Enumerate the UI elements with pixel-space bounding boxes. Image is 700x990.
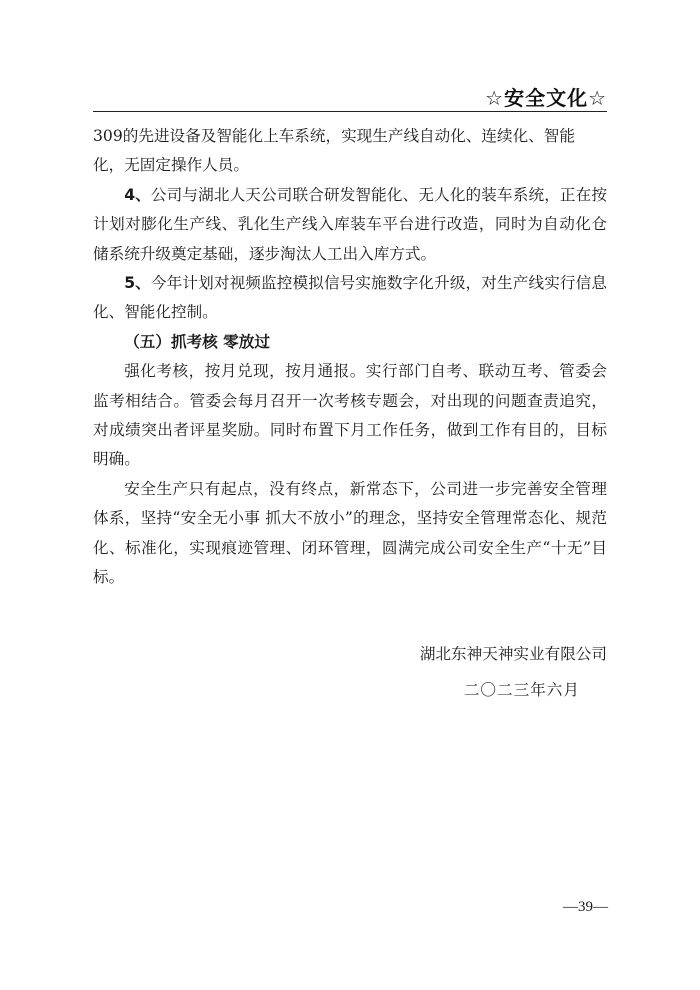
paragraph-1-line-2: 化，无固定操作人员。 — [93, 156, 249, 175]
item-4-number: 4、 — [124, 185, 151, 204]
signature-date: 二〇二三年六月 — [463, 681, 580, 699]
paragraph-item-4 — [93, 181, 607, 269]
item-4-text: 公司与湖北人天公司联合研发智能化、无人化的装车系统，正在按计划对膨化生产线、乳化生产线入库装车平台进行改造，同时为自动化仓储系统升级奠定基础，逐步淘汰人工出入库方式。 — [93, 185, 607, 263]
paragraph-item-5 — [93, 269, 607, 328]
item-5-text: 今年计划对视频监控模拟信号实施数字化升级，对生产线实行信息化、智能化控制。 — [93, 274, 607, 322]
signature-company: 湖北东神天神实业有限公司 — [419, 645, 607, 663]
section-heading: （五）抓考核 零放过 — [124, 332, 270, 351]
item-5-number: 5、 — [124, 274, 151, 293]
page-number: —39— — [563, 899, 608, 915]
paragraph-conclusion: 安全生产只有起点，没有终点，新常态下，公司进一步完善安全管理体系，坚持“安全无小事 抓大不放小”的理念，坚持安全管理常态化、规范化、标准化，实现痕迹管理、闭环管理，圆满完成公司安全生产“十无”目标。 — [93, 479, 607, 587]
document-body — [93, 122, 607, 593]
header-divider — [93, 111, 607, 112]
section-header-title: ☆安全文化☆ — [485, 86, 607, 110]
paragraph-assessment: 强化考核，按月兑现，按月通报。实行部门自考、联动互考、管委会监考相结合。管委会每月召开一次考核专题会，对出现的问题查责追究，对成绩突出者评星奖励。同时布置下月工作任务，做到工作有目的，目标明确。 — [93, 362, 607, 469]
paragraph-1-line-1: 309的先进设备及智能化上车系统，实现生产线自动化、连续化、智能 — [93, 127, 575, 145]
